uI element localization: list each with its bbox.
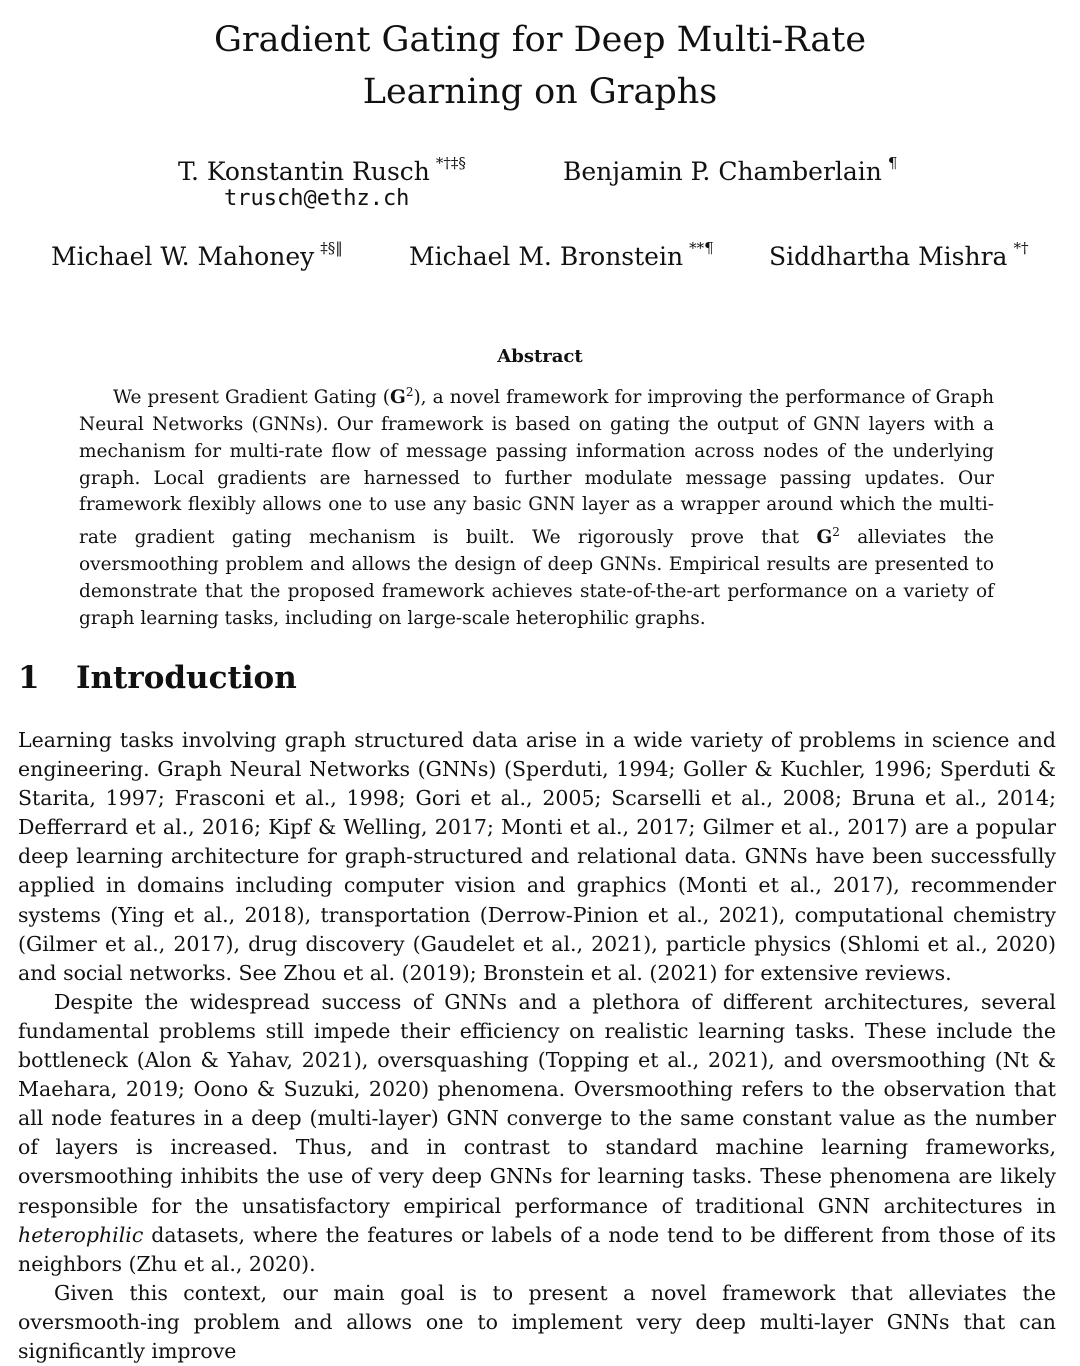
- author-chamberlain: [563, 148, 897, 187]
- author-name: Benjamin P. Chamberlain: [563, 157, 882, 186]
- section-number: 1: [18, 660, 40, 696]
- author-affiliation-marks: ‡§‖: [320, 239, 343, 257]
- abstract-paragraph: [79, 379, 994, 632]
- author-email[interactable]: trusch@ethz.ch: [224, 186, 410, 211]
- abstract-body: [79, 379, 994, 632]
- paper-title-line-1: Gradient Gating for Deep Multi-Rate: [213, 20, 867, 60]
- abstract-text: We present Gradient Gating (: [113, 387, 390, 409]
- intro-text: Despite the widespread success of GNNs and a plethora of different architectures, several fundamental problems still impede their efficiency on realistic learning tasks. These include the bottleneck (Alon & Yahav, 2021), oversquashing (Topping et al., 2021), and oversmoothing (Nt & Maehara, 2019; Oono & Suzuki, 2020) phenomena. Oversmoothing refers to the observation that all node features in a deep (multi-layer) GNN converge to the same constant value as the number of layers is increased. Thus, and in contrast to standard machine learning frameworks, oversmoothing inhibits the use of very deep GNNs for learning tasks. These phenomena are likely responsible for the unsatisfactory empirical performance of traditional GNN architectures in: [18, 989, 1056, 1218]
- author-name: Michael M. Bronstein: [409, 242, 684, 271]
- author-mahoney: [51, 233, 343, 272]
- g2-symbol: $G^2$: [816, 525, 840, 549]
- section-title: Introduction: [76, 660, 297, 696]
- author-mishra: [769, 233, 1028, 272]
- abstract-heading: Abstract: [497, 346, 583, 367]
- author-name: T. Konstantin Rusch: [178, 157, 430, 186]
- author-affiliation-marks: **¶: [689, 239, 714, 257]
- intro-paragraph-2: [18, 988, 1056, 1279]
- intro-paragraph-3: Given this context, our main goal is to present a novel framework that alleviates the oversmooth-ing problem and allows one to implement very deep multi-layer GNNs that can significantly improve: [18, 1280, 1056, 1363]
- author-affiliation-marks: *†: [1013, 239, 1029, 257]
- paper-title: [0, 14, 1080, 118]
- section-heading-introduction: [18, 660, 297, 696]
- intro-paragraph-1: Learning tasks involving graph structured data arise in a wide variety of problems in science and engineering. Graph Neural Networks (GNNs) (Sperduti, 1994; Goller & Kuchler, 1996; Sperduti & Starita, 1997; Frasconi et al., 1998; Gori et al., 2005; Scarselli et al., 2008; Bruna et al., 2014; Defferrard et al., 2016; Kipf & Welling, 2017; Monti et al., 2017; Gilmer et al., 2017) are a popular deep learning architecture for graph-structured and relational data. GNNs have been successfully applied in domains including computer vision and graphics (Monti et al., 2017), recommender systems (Ying et al., 2018), transportation (Derrow-Pinion et al., 2021), computational chemistry (Gilmer et al., 2017), drug discovery (Gaudelet et al., 2021), particle physics (Shlomi et al., 2020) and social networks. See Zhou et al. (2019); Bronstein et al. (2021) for extensive reviews.: [18, 728, 1056, 985]
- author-name: Siddhartha Mishra: [769, 242, 1008, 271]
- abstract-text: alleviates the oversmoothing problem and allows the design of deep GNNs. Empirical results are presented to demonstrate that the proposed framework achieves state-of-the-art performance on a variety of graph learning tasks, including on large-scale heterophilic graphs.: [79, 527, 994, 629]
- author-affiliation-marks: ¶: [887, 154, 898, 172]
- introduction-body: [18, 726, 1056, 1366]
- author-rusch: [178, 148, 466, 187]
- author-bronstein: [409, 233, 714, 272]
- paper-title-line-2: Learning on Graphs: [362, 72, 718, 112]
- author-name: Michael W. Mahoney: [51, 242, 315, 271]
- abstract-text: ), a novel framework for improving the performance of Graph Neural Networks (GNNs). Our framework is based on gating the output of GNN layers with a mechanism for multi-rate flow of message passing information across nodes of the underlying graph. Local gradients are harnessed to further modulate message passing updates. Our framework flexibly allows one to use any basic GNN layer as a wrapper around which the multi-rate gradient gating mechanism is built. We rigorously prove that: [79, 387, 994, 549]
- g2-symbol: $G^2$: [390, 385, 414, 409]
- emphasis-heterophilic: heterophilic: [18, 1222, 144, 1247]
- intro-text: datasets, where the features or labels of a node tend to be different from those of its neighbors (Zhu et al., 2020).: [18, 1222, 1056, 1276]
- author-affiliation-marks: *†‡§: [435, 154, 466, 172]
